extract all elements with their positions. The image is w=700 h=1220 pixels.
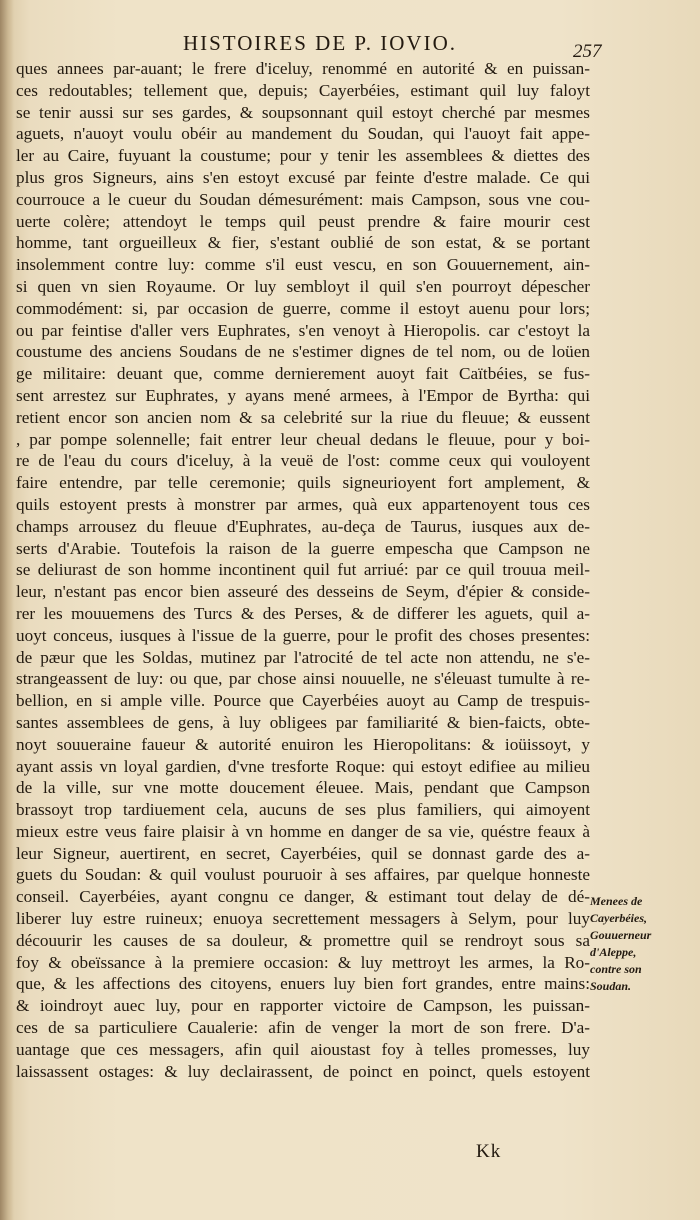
text-line: strangeassent de luy: ou que, par chose ainsi nouuelle, ne s'éleuast tumulte à re- <box>16 669 590 689</box>
text-line: insolemment contre luy: comme s'il eust vescu, en son Gouuernement, ain- <box>16 255 590 275</box>
text-line: ler au Caire, fuyuant la coustume; pour y tenir les assemblees & diettes des <box>16 146 590 166</box>
text-line: noyt souueraine faueur & autorité enuiron les Hieropolitans: & ioüissoyt, y <box>16 734 590 754</box>
text-line: faire entendre, par telle ceremonie; quils signeurioyent fort amplement, & <box>16 473 590 493</box>
page-number: 257 <box>573 41 602 62</box>
text-line: uantage que ces messagers, afin quil aioustast foy à telles promesses, luy <box>16 1039 590 1059</box>
text-line: ces de sa particuliere Caualerie: afin de venger la mort de son frere. D'a- <box>16 1018 590 1038</box>
text-line: uoyt conceus, iusques à l'issue de la guerre, pour le profit des choses presentes: <box>16 625 590 645</box>
text-line: uerte colère; attendoyt le temps quil peust prendre & faire mourir cest <box>16 211 590 231</box>
text-line: retient encor son ancien nom & sa celebrité sur la riue du fleuue; & eussent <box>16 407 590 427</box>
margin-note-line: Cayerbéies, <box>590 911 647 925</box>
margin-note <box>590 893 698 995</box>
text-line: découurir les causes de sa douleur, & promettre quil se rendroyt sous sa <box>16 930 590 950</box>
binding-gutter <box>0 0 14 1220</box>
text-line: coustume des anciens Soudans de ne s'estimer dignes de tel nom, ou de loüen <box>16 342 590 362</box>
text-line: serts d'Arabie. Toutefois la raison de la guerre empescha que Campson ne <box>16 538 590 558</box>
text-line: ge militaire: deuant que, comme dernierement auoyt fait Caïtbéies, se fus- <box>16 364 590 384</box>
text-line: , par pompe solennelle; fait entrer leur cheual dedans le fleuue, pour y boi- <box>16 429 590 449</box>
text-line: re de l'eau du cours d'iceluy, à la veuë de l'ost: comme ceux qui vouloyent <box>16 451 590 471</box>
margin-note-line: contre son <box>590 962 642 976</box>
margin-note-line: Menees de <box>590 894 643 908</box>
text-line: liberer luy estre ruineux; enuoya secrettement messagers à Selym, pour luy <box>16 909 590 929</box>
text-line: leur Signeur, auertirent, en secret, Cayerbéies, quil se donnast garde des a- <box>16 843 590 863</box>
text-line: conseil. Cayerbéies, ayant congnu ce danger, & estimant tout delay de dé- <box>16 887 590 907</box>
text-line: ces redoutables; tellement que, depuis; Cayerbéies, estimant quil luy faloyt <box>16 80 590 100</box>
text-line: quils estoyent prests à monstrer par armes, quà eux appartenoyent tous ces <box>16 494 590 514</box>
text-line: champs arrousez du fleuue d'Euphrates, au-deça de Taurus, iusques aux de- <box>16 516 590 536</box>
text-line: courrouce a le cueur du Soudan démesurément: mais Campson, sous vne cou- <box>16 189 590 209</box>
text-line: sent arrestez sur Euphrates, y ayans mené armees, à l'Empor de Byrtha: qui <box>16 385 590 405</box>
text-line: se deliurast de son homme incontinent quil fut arriué: par ce quil trouua meil- <box>16 560 590 580</box>
margin-note-line: Soudan. <box>590 979 632 993</box>
text-line: leur, n'estant pas encor bien asseuré des desseins de Seym, d'épier & conside- <box>16 582 590 602</box>
text-line: brassoyt trop tardiuement cela, aucuns de ses plus familiers, qui aimoyent <box>16 800 590 820</box>
text-line: aguets, n'auoyt voulu obéir au mandement du Soudan, qui l'auoyt fait appe- <box>16 124 590 144</box>
margin-note-line: d'Aleppe, <box>590 945 637 959</box>
text-line: commodément: si, par occasion de guerre, comme il estoyt auenu pour lors; <box>16 298 590 318</box>
text-line: que, & les affections des citoyens, enuers luy bien fort grandes, entre mains: <box>16 974 590 994</box>
text-line: bellion, en si ample ville. Pource que Cayerbéies auoyt au Camp de trespuis- <box>16 691 590 711</box>
running-head: HISTOIRES DE P. IOVIO. <box>182 31 458 55</box>
text-line: ou par feintise d'aller vers Euphrates, s'en venoyt à Hieropolis. car c'estoyt la <box>16 320 590 340</box>
text-line: homme, tant orgueilleux & fier, s'estant oublié de son estat, & se portant <box>16 233 590 253</box>
text-line: de pæur que les Soldas, mutinez par l'atrocité de tel acte non attendu, ne s'e- <box>16 647 590 667</box>
body-text <box>16 58 590 1082</box>
margin-note-line: Gouuerneur <box>590 928 652 942</box>
signature-mark: Kk <box>476 1141 502 1162</box>
text-line: santes assemblees de gens, à luy obligees par familiarité & bien-faicts, obte- <box>16 712 590 732</box>
text-line: ques annees par-auant; le frere d'iceluy, renommé en autorité & en puissan- <box>16 59 590 78</box>
text-line: de la ville, sur vne motte doucement éleuee. Mais, pendant que Campson <box>16 778 590 798</box>
text-line: ayant assis vn loyal gardien, d'vne tresforte Roque: qui estoyt edifiee au milieu <box>16 756 590 776</box>
text-line: mieux estre veus faire plaisir à vn homme en danger de sa vie, quéstre feaux à <box>16 821 590 841</box>
text-line: plus gros Signeurs, ains s'en estoyt excusé par feinte d'estre malade. Ce qui <box>16 167 590 187</box>
text-line: foy & obeïssance à la premiere occasion: & luy mettroyt les armes, la Ro- <box>16 952 590 972</box>
text-line: laissassent ostages: & luy declairassent, de poinct en poinct, quels estoyent <box>16 1061 590 1081</box>
text-line: rer les mouuemens des Turcs & des Perses, & de differer les aguets, quil a- <box>16 603 590 623</box>
text-line: si quen vn sien Royaume. Or luy sembloyt il quil s'en pourroyt dépescher <box>16 276 590 296</box>
text-line: guets du Soudan: & quil voulust pouruoir à ses affaires, par quelque honneste <box>16 865 590 885</box>
text-line: & ioindroyt auec luy, pour en rapporter victoire de Campson, les puissan- <box>16 996 590 1016</box>
text-line: se tenir aussi sur ses gardes, & soupsonnant quil estoyt cherché par mesmes <box>16 102 590 122</box>
